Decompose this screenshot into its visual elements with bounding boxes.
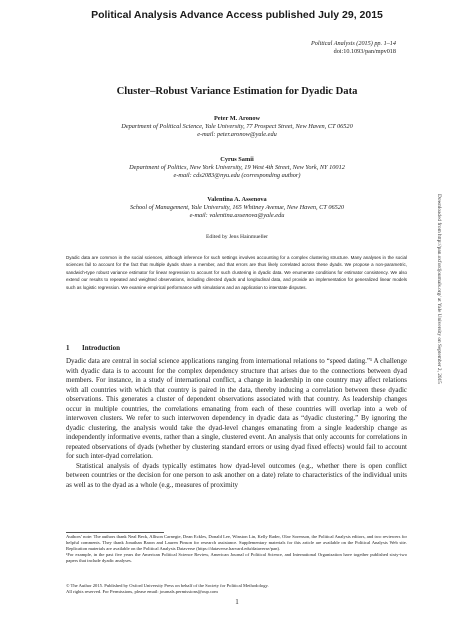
authors-note: Authors’ note: The authors thank Neal Beck, Allison Carnegie, Dean Eckles, Donald Lee, Winston Lin, Kelly Rader, Olav Sorenson, the Political Analysis editors, and two reviewers for helpful comments. They thank Jonathan Baron and Lauren Pinson for research assistance. Supplementary materials for this article are available on the Political Analysis Web site. Replication materials are available on the Political Analysis Dataverse (https://dataverse.harvard.edu/dataverse/pan).: [66, 534, 407, 552]
author-affiliation: Department of Politics, New York University, 19 West 4th Street, New York, NY 10012: [129, 164, 345, 171]
copyright-notice: [66, 583, 407, 596]
author-name: Cyrus Samii: [220, 156, 254, 163]
journal-citation: [311, 40, 396, 56]
abstract: Dyadic data are common in the social sciences, although inference for such settings involves accounting for a complex clustering structure. Many analyses in the social sciences fail to account for the fact that multiple dyads share a member, and that errors are thus likely correlated across these dyads. We propose a non-parametric, sandwich-type robust variance estimator for linear regression to account for such clustering in dyadic data. We enumerate conditions for estimator consistency. We also extend our results to repeated and weighted observations, including directed dyads and longitudinal data, and provide an implementation for generalized linear models such as logistic regression. We examine empirical performance with simulations and an application to interstate disputes.: [66, 255, 407, 290]
author-name: Valentina A. Assenova: [207, 196, 267, 203]
author-email: e-mail: peter.aronow@yale.edu: [197, 131, 277, 138]
introduction-body: [66, 357, 407, 490]
advance-access-banner: Political Analysis Advance Access published July 29, 2015: [91, 9, 383, 21]
section-number: 1: [66, 344, 70, 352]
footnotes: [66, 534, 407, 564]
body-paragraph: Dyadic data are central in social science applications ranging from international relations to “speed dating.”¹ A challenge with dyadic data is to account for the complex dependency structure that arises due to the connections between dyad members. For instance, in a study of international conflict, a change in leadership in one country may affect relations with all countries with which that country is paired in the data, thereby inducing a correlation between these dyadic observations. This generates a cluster of dependent observations associated with that country. As leadership changes occur in multiple countries, the correlations emanating from each of these countries will overlap into a web of interwoven clusters. We refer to such interwoven dependency in dyadic data as “dyadic clustering.” By ignoring the dyadic clustering, the analysis would take the dyad-level changes emanating from a single leadership change as independently informative events, rather than a single, clustered event. An analysis that only accounts for correlations in repeated observations of dyads (whether by clustering standard errors or using dyad fixed effects) would fail to account for such inter-dyad correlation.: [66, 357, 407, 460]
author-block-3: [40, 196, 434, 220]
download-watermark: Downloaded from http://pan.oxfordjournals.org/ at Yale University on September 2, 2015: [436, 194, 442, 384]
author-email: e-mail: cds2083@nyu.edu (corresponding author): [173, 172, 301, 179]
permissions-line: All rights reserved. For Permissions, please email: journals.permissions@oup.com: [66, 589, 218, 595]
author-email: e-mail: valentina.assenova@yale.edu: [189, 212, 285, 219]
edited-by: Edited by Jens Hainmueller: [206, 234, 268, 240]
footnote-rule: [66, 532, 164, 533]
section-heading: [66, 344, 120, 352]
journal-line: Political Analysis (2015) pp. 1–14: [311, 40, 396, 47]
footnote-1: ¹For example, in the past five years the American Political Science Review, American Journal of Political Science, and International Organization have together published sixty-two papers that include dyadic analyses.: [66, 552, 407, 564]
article-title: Cluster–Robust Variance Estimation for Dyadic Data: [116, 86, 358, 97]
section-title: Introduction: [82, 344, 120, 352]
author-block-1: [40, 115, 434, 139]
author-affiliation: School of Management, Yale University, 165 Whitney Avenue, New Haven, CT 06520: [129, 204, 345, 211]
copyright-line: © The Author 2015. Published by Oxford University Press on behalf of the Society for Political Methodology.: [66, 583, 269, 588]
doi: doi:10.1093/pan/mpv018: [333, 48, 396, 55]
author-name: Peter M. Aronow: [213, 115, 261, 122]
author-block-2: [40, 156, 434, 180]
author-affiliation: Department of Political Science, Yale University, 77 Prospect Street, New Haven, CT 06520: [121, 123, 353, 130]
page-number: 1: [235, 598, 239, 606]
body-paragraph: Statistical analysis of dyads typically estimates how dyad-level outcomes (e.g., whether there is open conflict between countries or the decision for one person to ask another on a date) relate to characteristics of the individual units as well as to the dyad as a whole (e.g., measures of proximity: [66, 461, 407, 489]
